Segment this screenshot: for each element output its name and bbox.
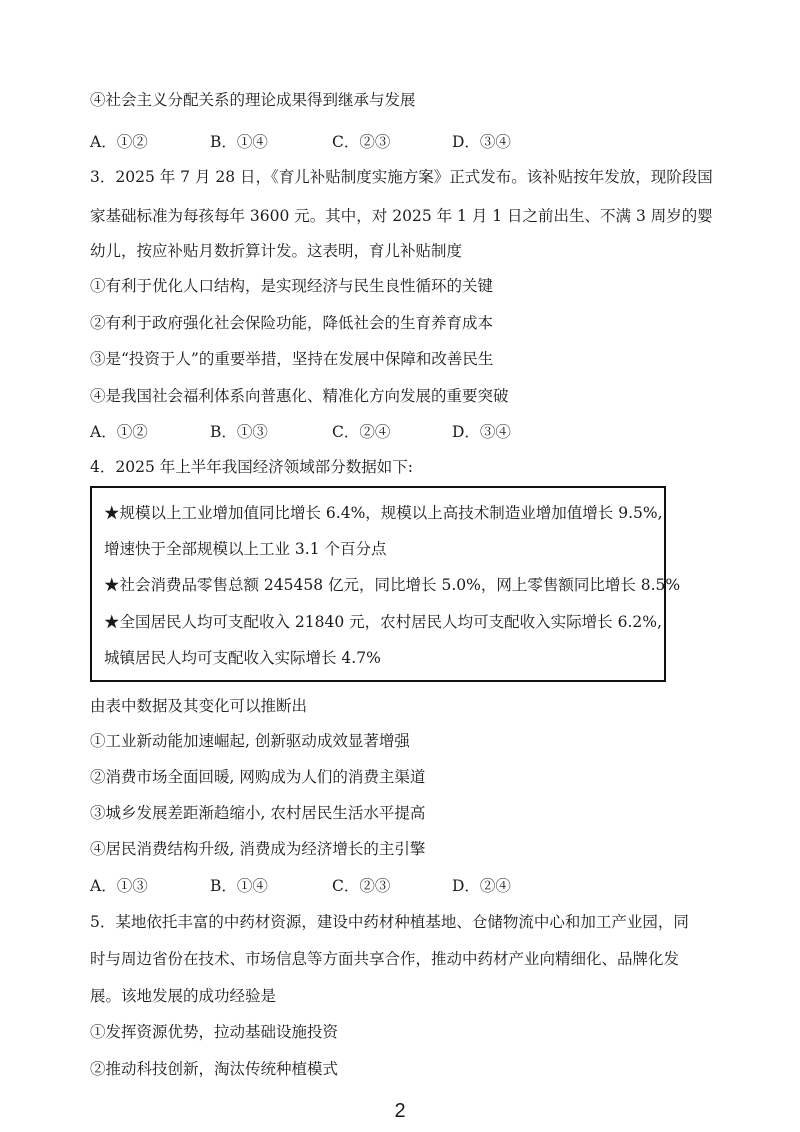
q4-box-line: 增速快于全部规模以上工业 3.1 个百分点 [104, 540, 387, 558]
q5-stem-line: 5．某地依托丰富的中药材资源，建设中药材种植基地、仓储物流中心和加工产业园，同 [90, 913, 689, 931]
q4-option-b: B．①④ [210, 877, 268, 895]
q4-option-a: A．①③ [90, 877, 148, 895]
q2-option-c: C．②③ [332, 133, 391, 151]
q5-item-2: ②推动科技创新，淘汰传统种植模式 [90, 1060, 339, 1078]
q2-item-4: ④社会主义分配关系的理论成果得到继承与发展 [90, 91, 416, 109]
q3-option-c: C．②④ [332, 423, 391, 441]
q3-stem-line: 3．2025 年 7 月 28 日，《育儿补贴制度实施方案》正式发布。该补贴按年发放，现阶段国 [90, 168, 713, 186]
q4-box-line: ★规模以上工业增加值同比增长 6.4%，规模以上高技术制造业增加值增长 9.5%, [104, 504, 663, 522]
q4-option-c: C．②③ [332, 877, 391, 895]
q2-option-d: D．③④ [452, 133, 511, 151]
q2-option-b: B．①④ [210, 133, 268, 151]
q5-item-1: ①发挥资源优势，拉动基础设施投资 [90, 1023, 339, 1041]
q3-item-2: ②有利于政府强化社会保险功能，降低社会的生育养育成本 [90, 314, 494, 332]
q3-stem-line: 幼儿，按应补贴月数折算计发。这表明，育儿补贴制度 [90, 242, 463, 260]
q4-data-box [90, 486, 681, 682]
q3-item-3: ③是“投资于人”的重要举措，坚持在发展中保障和改善民生 [90, 350, 494, 368]
q3-stem-line: 家基础标准为每孩每年 3600 元。其中，对 2025 年 1 月 1 日之前出生、不满 3 周岁的婴 [90, 207, 713, 225]
q3-option-b: B．①③ [210, 423, 268, 441]
q3-option-a: A．①② [90, 423, 148, 441]
q4-item-2: ②消费市场全面回暖, 网购成为人们的消费主渠道 [90, 768, 426, 786]
q2-option-a: A．①② [90, 133, 148, 151]
q4-item-4: ④居民消费结构升级, 消费成为经济增长的主引擎 [90, 840, 426, 858]
q4-item-3: ③城乡发展差距渐趋缩小, 农村居民生活水平提高 [90, 804, 426, 822]
q4-lead: 由表中数据及其变化可以推断出 [90, 697, 308, 715]
q3-item-1: ①有利于优化人口结构，是实现经济与民生良性循环的关键 [90, 277, 494, 295]
q4-stem: 4．2025 年上半年我国经济领域部分数据如下: [90, 458, 413, 476]
page-number: 2 [394, 1100, 406, 1122]
q3-option-d: D．③④ [452, 423, 511, 441]
q4-box-line: ★社会消费品零售总额 245458 亿元，同比增长 5.0%，网上零售额同比增长 8.5% [104, 576, 681, 594]
q5-stem-line: 展。该地发展的成功经验是 [90, 987, 277, 1005]
q4-box-line: ★全国居民人均可支配收入 21840 元，农村居民人均可支配收入实际增长 6.2%, [104, 613, 662, 631]
q3-item-4: ④是我国社会福利体系向普惠化、精准化方向发展的重要突破 [90, 387, 509, 405]
q5-stem-line: 时与周边省份在技术、市场信息等方面共享合作，推动中药材产业向精细化、品牌化发 [90, 950, 680, 968]
q4-box-line: 城镇居民人均可支配收入实际增长 4.7% [104, 649, 381, 667]
q4-item-1: ①工业新动能加速崛起, 创新驱动成效显著增强 [90, 732, 410, 750]
q4-option-d: D．②④ [452, 877, 511, 895]
